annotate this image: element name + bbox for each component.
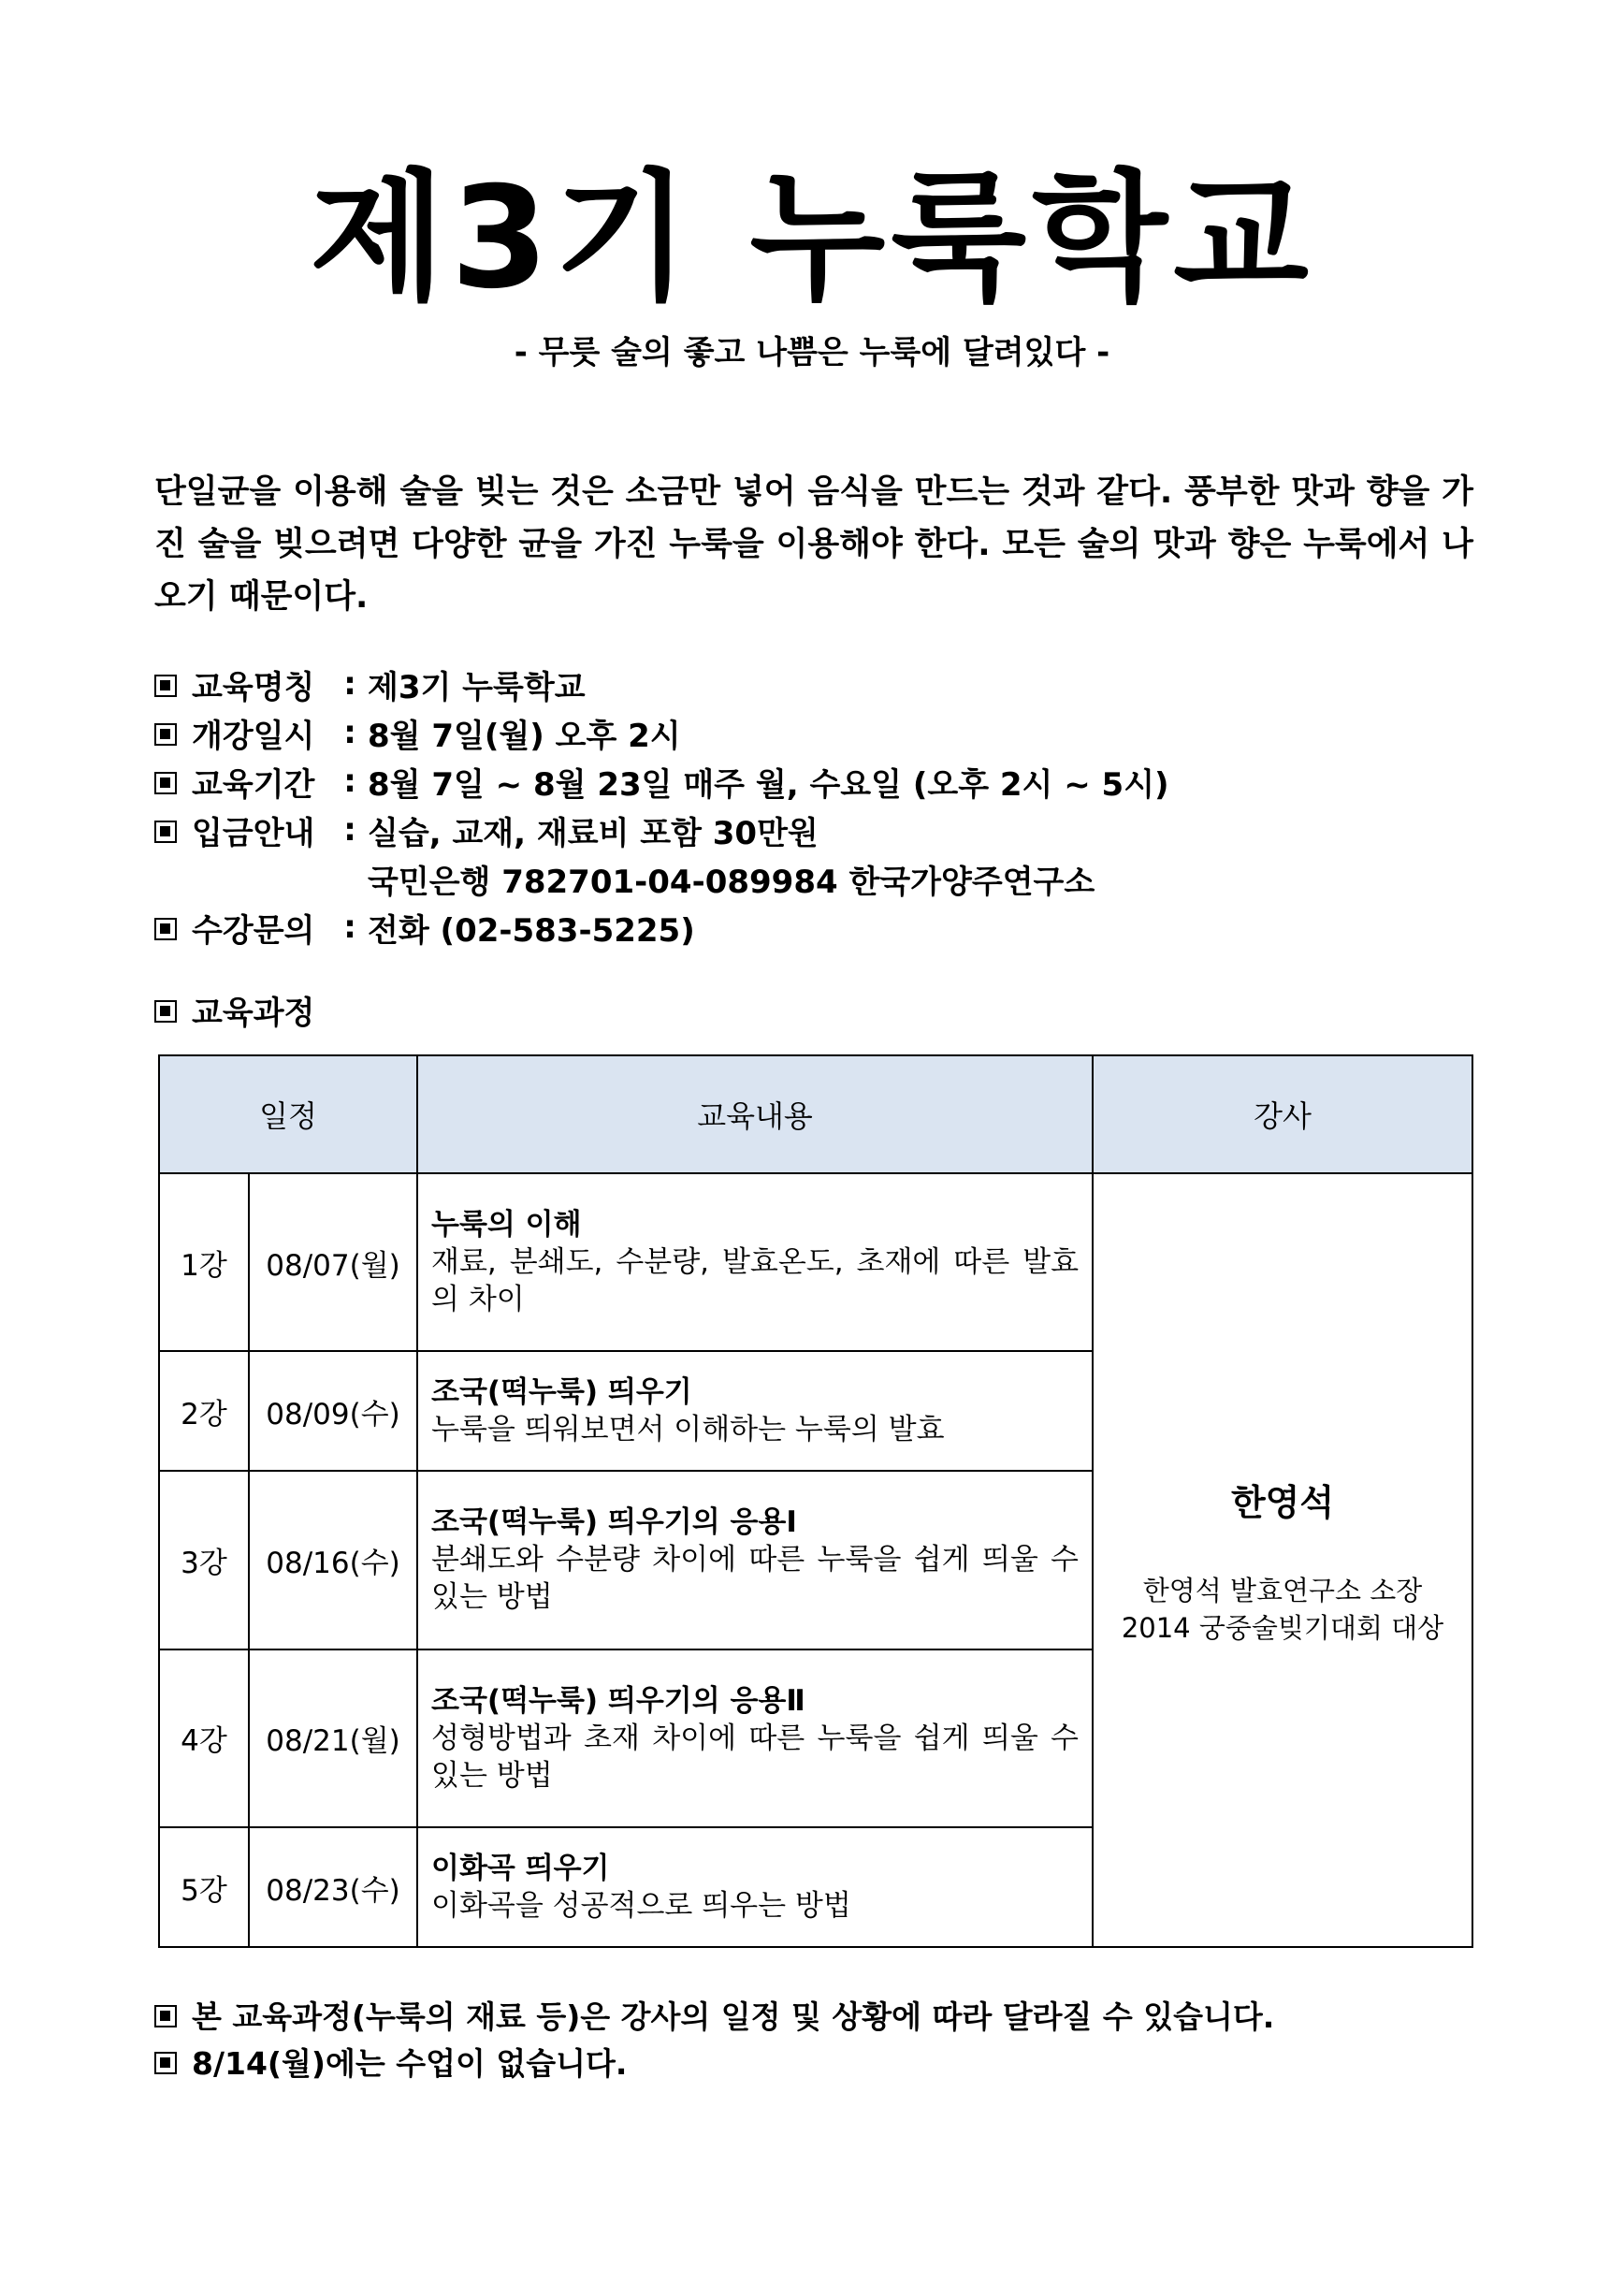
lesson-description: 성형방법과 초재 차이에 따른 누룩을 쉽게 띄울 수 있는 방법	[431, 1721, 1080, 1793]
header-content: 교육내용	[417, 1055, 1093, 1173]
info-colon: :	[343, 811, 356, 849]
lesson-date: 08/07(월)	[249, 1173, 417, 1351]
info-row-payment	[154, 806, 1483, 854]
section-heading-curriculum	[154, 987, 314, 1033]
lesson-number: 3강	[159, 1471, 249, 1649]
section-title: 교육과정	[192, 995, 315, 1032]
info-row-opening-date	[154, 708, 1483, 757]
lesson-description: 재료, 분쇄도, 수분량, 발효온도, 초재에 따른 발효의 차이	[431, 1245, 1080, 1317]
lesson-content	[417, 1649, 1093, 1827]
note-text: 8/14(월)에는 수업이 없습니다.	[192, 2044, 628, 2082]
info-colon: :	[343, 763, 356, 800]
table-header-row	[159, 1055, 1472, 1173]
info-label: 개강일시	[192, 717, 315, 755]
lesson-content	[417, 1351, 1093, 1471]
lesson-number: 1강	[159, 1173, 249, 1351]
square-bullet-icon	[154, 992, 192, 1029]
info-value: 8월 7일 ~ 8월 23일 매주 월, 수요일 (오후 2시 ~ 5시)	[368, 765, 1169, 804]
info-colon: :	[343, 714, 356, 751]
lesson-content	[417, 1471, 1093, 1649]
page-subtitle: - 무릇 술의 좋고 나쁨은 누룩에 달려있다 -	[514, 334, 1110, 371]
info-value: 실습, 교재, 재료비 포함 30만원	[368, 814, 819, 852]
info-label: 입금안내	[192, 814, 315, 852]
square-bullet-icon	[154, 763, 192, 800]
note-item	[154, 1991, 1483, 2038]
lesson-number: 2강	[159, 1351, 249, 1471]
lesson-date: 08/09(수)	[249, 1351, 417, 1471]
square-bullet-icon	[154, 2043, 192, 2080]
info-label: 수강문의	[192, 911, 315, 950]
info-value: 8월 7일(월) 오후 2시	[368, 717, 681, 755]
notes-list	[154, 1991, 1483, 2085]
header-schedule: 일정	[159, 1055, 417, 1173]
lesson-number: 4강	[159, 1649, 249, 1827]
lesson-date: 08/21(월)	[249, 1649, 417, 1827]
info-value: 전화 (02-583-5225)	[368, 911, 695, 950]
square-bullet-icon	[154, 1997, 192, 2033]
lesson-description: 분쇄도와 수분량 차이에 따른 누룩을 쉽게 띄울 수 있는 방법	[431, 1543, 1080, 1615]
square-bullet-icon	[154, 665, 192, 703]
lesson-title: 조국(떡누룩) 띄우기의 응용Ⅱ	[431, 1683, 805, 1718]
info-value: 국민은행 782701-04-089984 한국가양주연구소	[368, 863, 1095, 901]
table-row	[159, 1173, 1472, 1351]
lesson-title: 이화곡 띄우기	[431, 1852, 610, 1885]
header-lecturer: 강사	[1093, 1055, 1472, 1173]
info-row-course-name	[154, 660, 1483, 708]
lecturer-name: 한영석	[1230, 1482, 1335, 1523]
lesson-description: 이화곡을 성공적으로 띄우는 방법	[431, 1889, 851, 1923]
lesson-description: 누룩을 띄워보면서 이해하는 누룩의 발효	[431, 1413, 945, 1447]
info-row-bank-account	[154, 854, 1483, 903]
info-list	[154, 660, 1483, 952]
lesson-number: 5강	[159, 1827, 249, 1947]
square-bullet-icon	[154, 908, 192, 946]
lesson-title: 조국(떡누룩) 띄우기의 응용Ⅰ	[431, 1505, 797, 1540]
lesson-date: 08/23(수)	[249, 1827, 417, 1947]
info-colon: :	[343, 665, 356, 703]
info-row-period	[154, 757, 1483, 806]
lesson-date: 08/16(수)	[249, 1471, 417, 1649]
info-colon: :	[343, 908, 356, 946]
square-bullet-icon	[154, 714, 192, 751]
lesson-content	[417, 1173, 1093, 1351]
lesson-content	[417, 1827, 1093, 1947]
square-bullet-icon	[154, 811, 192, 849]
info-label: 교육명칭	[192, 668, 315, 706]
lecturer-title: 한영석 발효연구소 소장	[1142, 1575, 1423, 1606]
lesson-title: 조국(떡누룩) 띄우기	[431, 1375, 692, 1410]
page-title: 제3기 누룩학교	[310, 157, 1314, 320]
note-text: 본 교육과정(누룩의 재료 등)은 강사의 일정 및 상황에 따라 달라질 수 있습니다.	[192, 1998, 1275, 2035]
intro-paragraph: 단일균을 이용해 술을 빚는 것은 소금만 넣어 음식을 만드는 것과 같다. 풍부한 맛과 향을 가진 술을 빚으려면 다양한 균을 가진 누룩을 이용해야 한다. 모든 술의 맛과 향은 누룩에서 나오기 때문이다.	[154, 473, 1473, 616]
lecturer-cell	[1093, 1173, 1472, 1947]
lesson-title: 누룩의 이해	[431, 1208, 582, 1242]
curriculum-table	[158, 1054, 1473, 1948]
info-row-inquiry	[154, 903, 1483, 952]
info-label: 교육기간	[192, 765, 315, 804]
info-value: 제3기 누룩학교	[368, 668, 586, 706]
lecturer-award: 2014 궁중술빚기대회 대상	[1121, 1612, 1444, 1644]
note-item	[154, 2038, 1483, 2085]
